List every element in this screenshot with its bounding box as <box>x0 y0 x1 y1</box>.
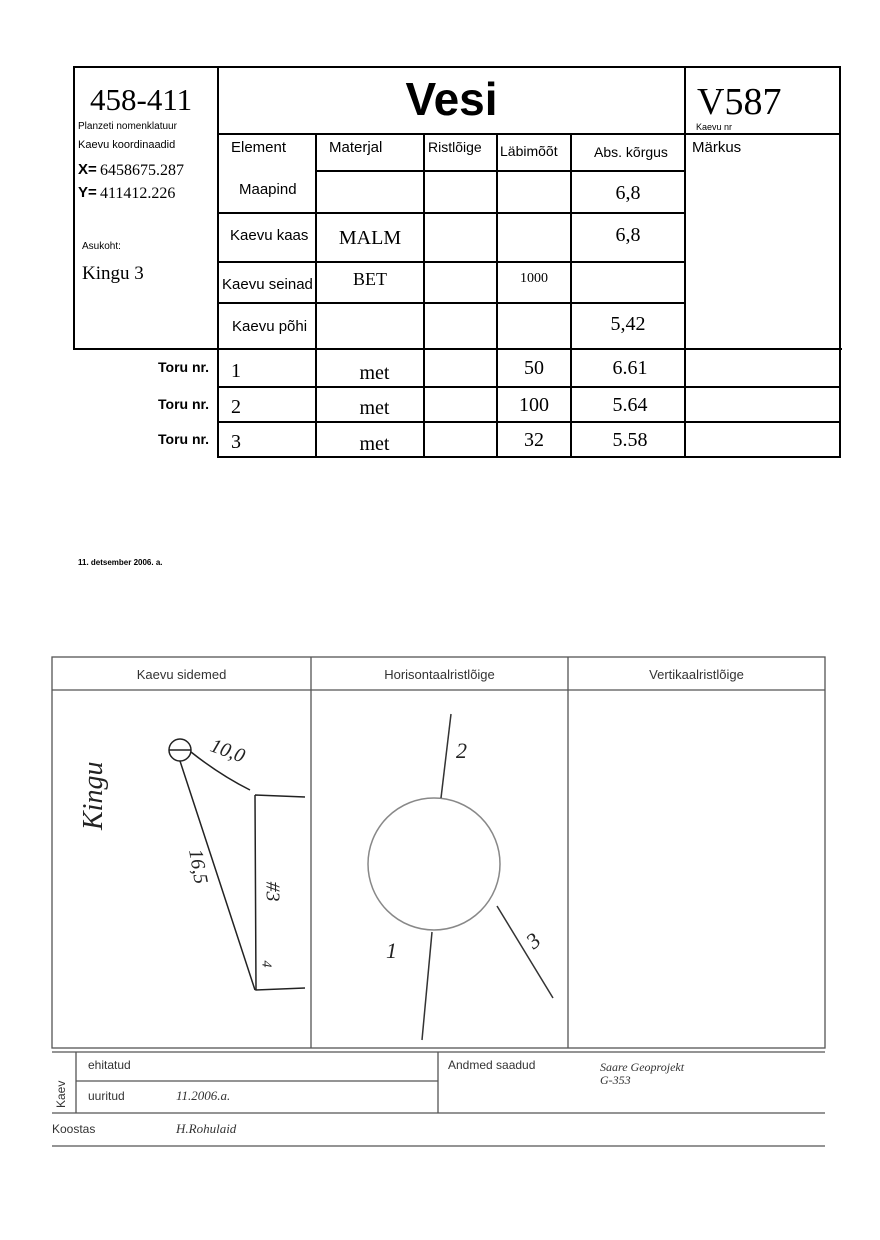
pipe-2-sketch-label: 2 <box>456 738 467 763</box>
tie-distance-1: 10,0 <box>207 734 248 768</box>
pipe-2-material: met <box>359 397 390 419</box>
pipe-3-diameter: 32 <box>524 429 544 451</box>
pipe-3-material: met <box>359 433 390 455</box>
pipe-3-sketch-label: 3 <box>520 927 546 954</box>
tie-distance-2: 16,5 <box>184 847 212 886</box>
row-elevation-bottom: 5,42 <box>610 313 646 335</box>
row-material-cover: MALM <box>338 227 402 249</box>
pipe-1-material: met <box>359 362 390 384</box>
compiled-label: Koostas <box>52 1122 96 1136</box>
source-label: Andmed saadud <box>448 1058 536 1072</box>
row-element-bottom: Kaevu põhi <box>232 318 308 335</box>
location-label: Asukoht: <box>82 241 121 252</box>
row-elevation-cover: 6,8 <box>615 224 641 246</box>
x-label: X= <box>78 161 97 178</box>
compiled-value: H.Rohulaid <box>176 1121 237 1136</box>
row-element-walls: Kaevu seinad <box>222 276 313 293</box>
row-elevation-ground: 6,8 <box>615 182 641 204</box>
pipe-3-number: 3 <box>231 431 241 453</box>
pipe-2-line <box>441 714 451 798</box>
header-material: Materjal <box>329 139 383 156</box>
header-section: Ristlõige <box>428 139 482 155</box>
pipe-1-sketch-label: 1 <box>386 938 397 963</box>
row-material-walls: BET <box>353 269 387 289</box>
well-number-label: Kaevu nr <box>696 122 733 132</box>
pipe-2-diameter: 100 <box>519 394 549 416</box>
header-elevation: Abs. kõrgus <box>594 144 668 160</box>
nomenclature-value: 458-411 <box>90 82 193 117</box>
y-value: 411412.226 <box>100 185 176 202</box>
well-number-value: V587 <box>697 81 782 123</box>
row-diameter-walls: 1000 <box>520 271 548 286</box>
pipe-2-elevation: 5.64 <box>612 394 648 416</box>
header-diameter: Läbimõõt <box>500 143 558 159</box>
pipe-1-elevation: 6.61 <box>612 357 648 379</box>
pipe-3-label: Toru nr. <box>158 431 210 447</box>
pipe-2-label: Toru nr. <box>158 396 210 412</box>
side-label: Kaev <box>54 1080 68 1108</box>
header-vertical: Vertikaalristlõige <box>649 667 744 682</box>
row-element-ground: Maapind <box>239 181 297 198</box>
house-number: #3 <box>261 881 284 902</box>
page-title: Vesi <box>405 73 498 125</box>
header-horizontal: Horisontaalristlõige <box>384 667 495 682</box>
pipe-3-elevation: 5.58 <box>612 429 648 451</box>
nomenclature-label: Planzeti nomenklatuur <box>78 121 177 132</box>
location-value: Kingu 3 <box>82 263 144 284</box>
pipe-1-number: 1 <box>231 360 241 382</box>
pipe-1-line <box>422 932 432 1040</box>
pipe-1-diameter: 50 <box>524 357 544 379</box>
corner-mark: 4 <box>258 960 274 968</box>
header-element: Element <box>231 139 287 156</box>
built-label: ehitatud <box>88 1058 131 1072</box>
pipe-1-label: Toru nr. <box>158 359 210 375</box>
pipe-3-line <box>497 906 553 998</box>
header-ties: Kaevu sidemed <box>136 667 227 682</box>
source-value-1: Saare Geoprojekt <box>600 1060 685 1074</box>
x-value: 6458675.287 <box>100 162 184 179</box>
coordinates-label: Kaevu koordinaadid <box>78 139 176 151</box>
remarks-label: Märkus <box>692 139 742 156</box>
y-label: Y= <box>78 184 97 201</box>
street-label: Kingu <box>78 761 109 830</box>
pipe-2-number: 2 <box>231 396 241 418</box>
surveyed-value: 11.2006.a. <box>176 1088 231 1103</box>
well-circle <box>368 798 500 930</box>
source-value-2: G-353 <box>600 1073 631 1087</box>
row-element-cover: Kaevu kaas <box>230 227 309 244</box>
date: 11. detsember 2006. a. <box>78 558 163 567</box>
surveyed-label: uuritud <box>88 1089 125 1103</box>
